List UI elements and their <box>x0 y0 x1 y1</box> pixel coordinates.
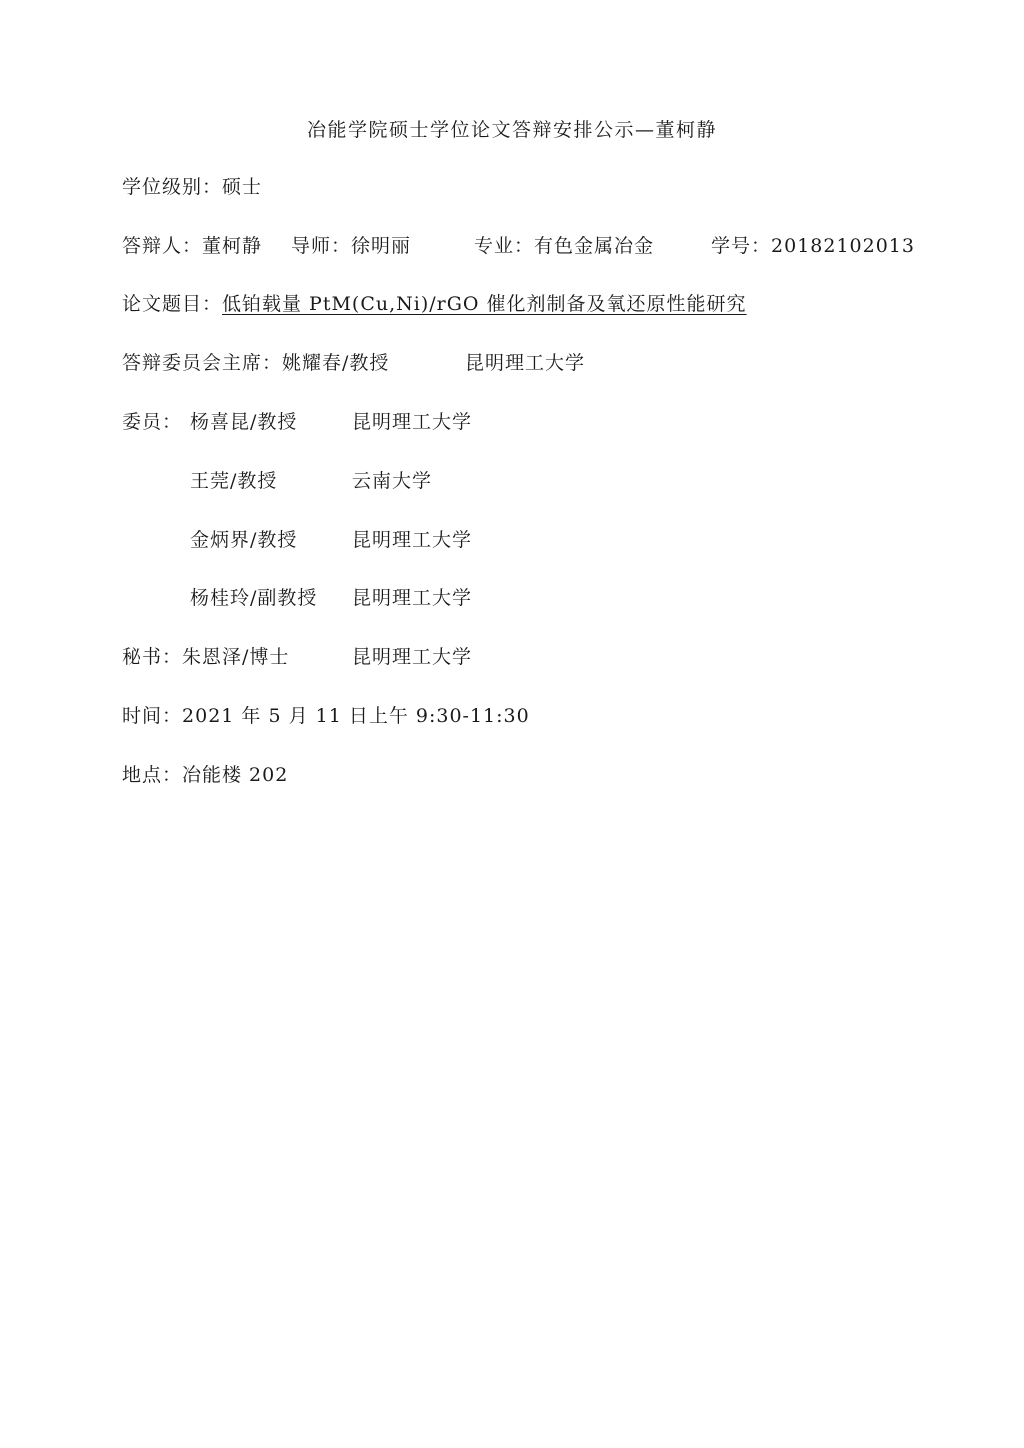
committee-member-org: 昆明理工大学 <box>352 587 473 609</box>
location-value: 冶能楼 202 <box>182 764 289 786</box>
time-value: 2021 年 5 月 11 日上午 9:30-11:30 <box>182 705 530 727</box>
advisor-field <box>291 233 411 259</box>
defender-field <box>122 233 262 259</box>
secretary-org: 昆明理工大学 <box>352 646 473 668</box>
time-label: 时间： <box>122 705 183 727</box>
chair-org: 昆明理工大学 <box>465 352 586 374</box>
committee-member-name: 杨喜昆/教授 <box>190 411 298 433</box>
location-row <box>122 762 288 788</box>
committee-member-name: 杨桂玲/副教授 <box>190 587 318 609</box>
secretary-name: 朱恩泽/博士 <box>182 646 290 668</box>
location-label: 地点： <box>122 764 183 786</box>
committee-member-name: 金炳界/教授 <box>190 529 298 551</box>
degree-level-row <box>122 174 262 200</box>
defender-label: 答辩人： <box>122 235 203 257</box>
page-title: 冶能学院硕士学位论文答辩安排公示—董柯静 <box>306 119 717 141</box>
chair-name: 姚耀春/教授 <box>282 352 390 374</box>
committee-label: 委员： <box>122 411 183 433</box>
advisor-name: 徐明丽 <box>351 235 412 257</box>
student-id-label: 学号： <box>711 235 772 257</box>
major-label: 专业： <box>474 235 535 257</box>
major-field <box>474 233 654 259</box>
chair-label: 答辩委员会主席： <box>122 352 283 374</box>
student-id-value: 20182102013 <box>771 235 915 257</box>
thesis-label: 论文题目： <box>122 293 223 315</box>
chair-row <box>122 350 389 376</box>
time-row <box>122 703 530 729</box>
secretary-row <box>122 644 289 670</box>
thesis-title: 低铂载量 PtM(Cu,Ni)/rGO 催化剂制备及氧还原性能研究 <box>222 293 747 315</box>
major-value: 有色金属冶金 <box>534 235 655 257</box>
secretary-label: 秘书： <box>122 646 183 668</box>
committee-member-org: 昆明理工大学 <box>352 529 473 551</box>
student-id-field <box>711 233 915 259</box>
advisor-label: 导师： <box>291 235 352 257</box>
defender-name: 董柯静 <box>202 235 263 257</box>
committee-member-org: 昆明理工大学 <box>352 411 473 433</box>
thesis-row <box>122 291 747 317</box>
degree-level-value: 硕士 <box>222 176 263 198</box>
committee-member-name: 王莞/教授 <box>190 470 278 492</box>
degree-level-label: 学位级别： <box>122 176 223 198</box>
committee-member-org: 云南大学 <box>352 470 433 492</box>
